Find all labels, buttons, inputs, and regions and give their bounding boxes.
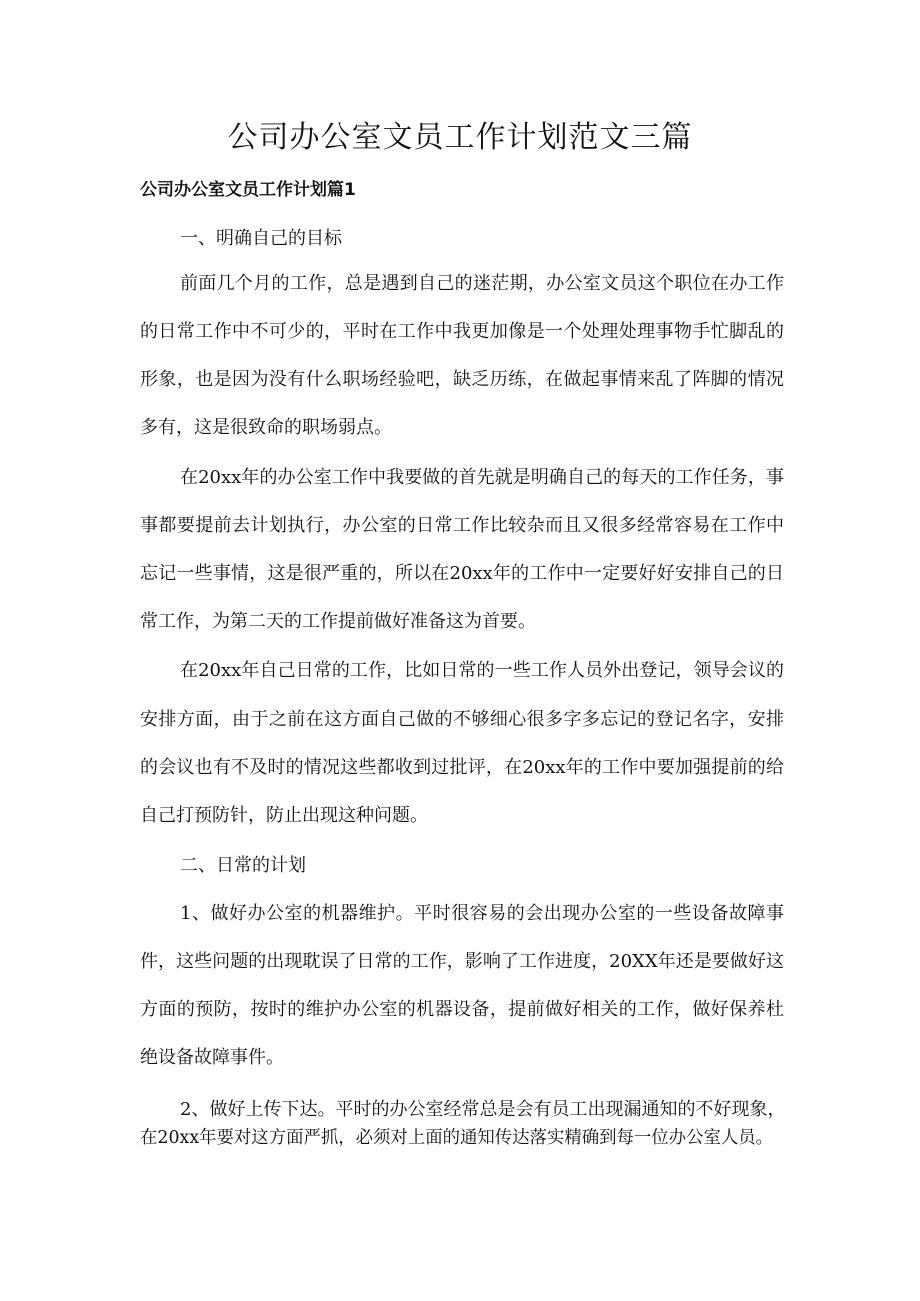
paragraph-line: 在20xx年要对这方面严抓，必须对上面的通知传达落实精确到每一位办公室人员。 — [140, 1128, 774, 1148]
paragraph-line: 忘记一些事情，这是很严重的，所以在20xx年的工作中一定要好好安排自己的日 — [140, 563, 784, 584]
paragraph-line: 前面几个月的工作，总是遇到自己的迷茫期，办公室文员这个职位在办工作 — [180, 273, 784, 294]
subheading-daily-plan: 二、日常的计划 — [180, 855, 306, 876]
paragraph-line: 2、做好上传下达。平时的办公室经常总是会有员工出现漏通知的不好现象， — [180, 1099, 786, 1120]
paragraph-line: 件，这些问题的出现耽误了日常的工作，影响了工作进度，20XX年还是要做好这 — [140, 951, 784, 972]
document-title: 公司办公室文员工作计划范文三篇 — [227, 120, 693, 155]
subheading-goals: 一、明确自己的目标 — [180, 228, 342, 249]
paragraph-line: 常工作，为第二天的工作提前做好准备这为首要。 — [140, 611, 536, 632]
paragraph-line: 的日常工作中不可少的，平时在工作中我更加像是一个处理处理事物手忙脚乱的 — [140, 321, 784, 342]
paragraph-line: 方面的预防，按时的维护办公室的机器设备，提前做好相关的工作，做好保养杜 — [140, 999, 784, 1020]
paragraph-line: 在20xx年自己日常的工作，比如日常的一些工作人员外出登记，领导会议的 — [180, 660, 784, 681]
paragraph-line: 形象，也是因为没有什么职场经验吧，缺乏历练，在做起事情来乱了阵脚的情况 — [140, 369, 784, 390]
paragraph-line: 的会议也有不及时的情况这些都收到过批评，在20xx年的工作中要加强提前的给 — [140, 757, 784, 778]
paragraph-line: 安排方面，由于之前在这方面自己做的不够细心很多字多忘记的登记名字，安排 — [140, 709, 784, 730]
paragraph-line: 1、做好办公室的机器维护。平时很容易的会出现办公室的一些设备故障事 — [180, 903, 784, 924]
paragraph-line: 绝设备故障事件。 — [140, 1047, 284, 1068]
paragraph-line: 多有，这是很致命的职场弱点。 — [140, 417, 392, 438]
paragraph-line: 事都要提前去计划执行，办公室的日常工作比较杂而且又很多经常容易在工作中 — [140, 515, 784, 536]
paragraph-line: 自己打预防针，防止出现这种问题。 — [140, 805, 428, 826]
paragraph-line: 在20xx年的办公室工作中我要做的首先就是明确自己的每天的工作任务，事 — [180, 467, 784, 488]
section-heading: 公司办公室文员工作计划篇1 — [140, 180, 356, 200]
